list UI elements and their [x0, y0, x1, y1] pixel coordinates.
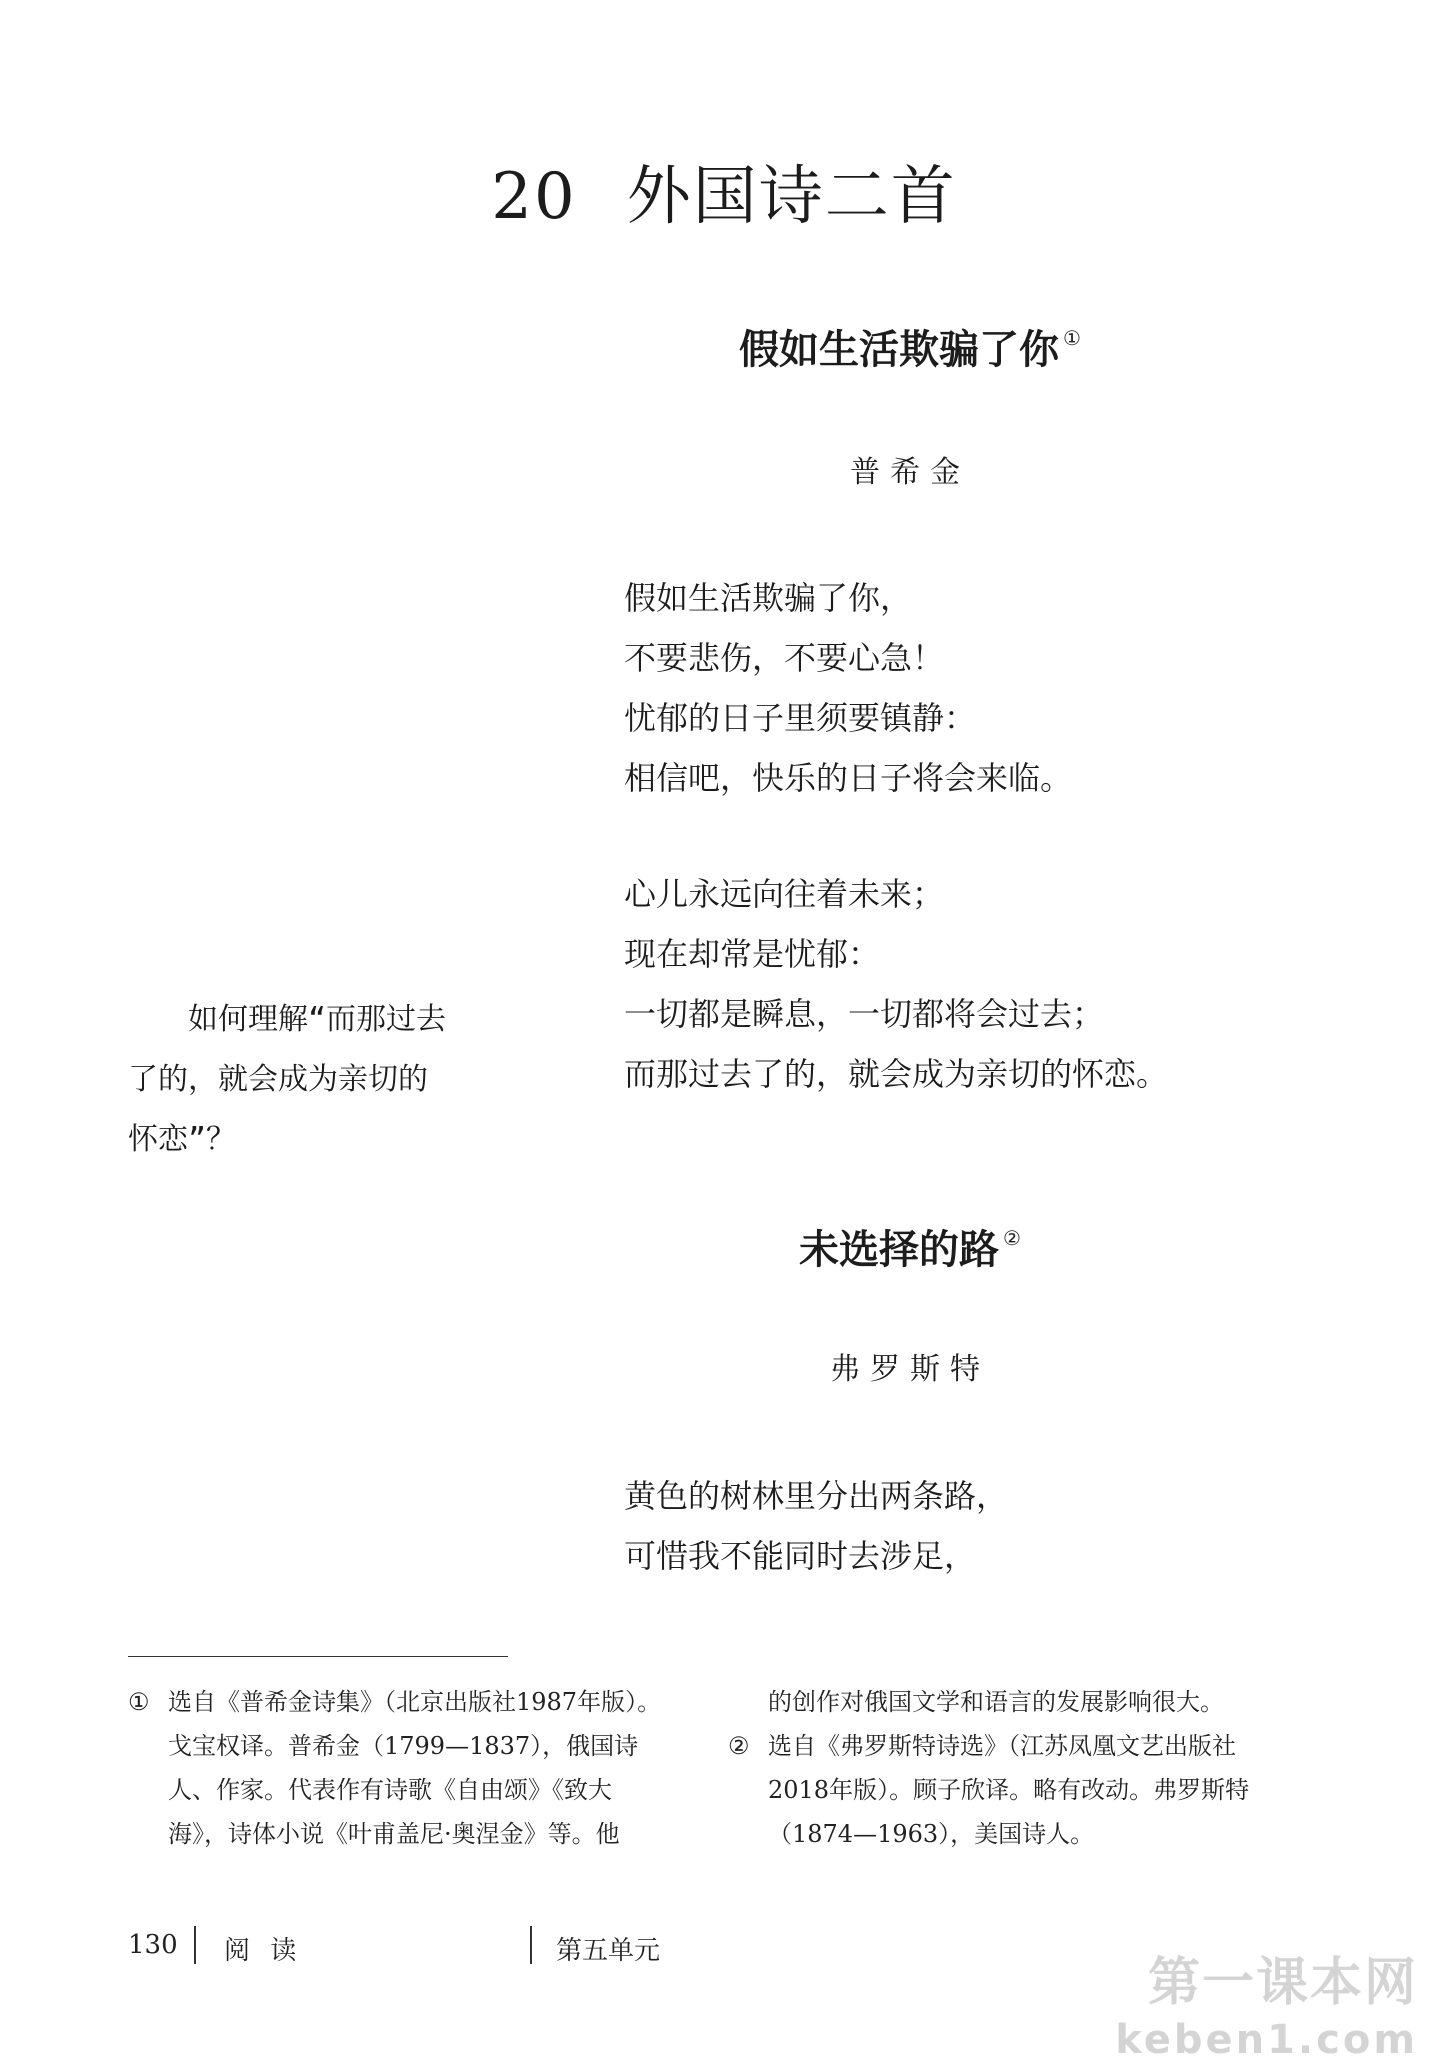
footnote-line: 海》，诗体小说《叶甫盖尼·奥涅金》等。他 [168, 1820, 620, 1848]
poem-line: 心儿永远向往着未来； [624, 875, 945, 913]
footnote-line: 人、作家。代表作有诗歌《自由颂》《致大 [168, 1776, 612, 1804]
lesson-title-text: 外国诗二首 [626, 160, 957, 234]
footnote-divider [128, 1656, 508, 1657]
footer-section: 阅 读 [224, 1936, 303, 1966]
poem-line: 现在却常是忧郁： [624, 935, 881, 973]
footer-divider-right [530, 1926, 532, 1964]
footnote-line: 选自《弗罗斯特诗选》（江苏凤凰文艺出版社 [768, 1732, 1236, 1760]
page-number: 130 [128, 1930, 178, 1960]
poem-line: 黄色的树林里分出两条路， [624, 1477, 1009, 1515]
poem1-author: 普希金 [850, 455, 970, 490]
poem-line: 相信吧，快乐的日子将会来临。 [624, 759, 1073, 797]
poem-line: 可惜我不能同时去涉足， [624, 1537, 977, 1575]
side-note-question: 如何理解“而那过去了的，就会成为亲切的怀恋”？ [128, 1002, 447, 1157]
poem2-title-text: 未选择的路 [799, 1226, 1000, 1273]
poem-line: 假如生活欺骗了你， [624, 579, 913, 617]
watermark-line2: keben1.com [1115, 2017, 1418, 2063]
footnote-line: 选自《普希金诗集》（北京出版社1987年版）。 [168, 1688, 662, 1716]
poem-line: 而那过去了的，就会成为亲切的怀恋。 [624, 1055, 1169, 1093]
footnote-1 [128, 1680, 688, 1856]
footnotes-left [128, 1680, 688, 1856]
poem2-author: 弗罗斯特 [830, 1352, 990, 1387]
poem1-title-text: 假如生活欺骗了你 [739, 326, 1060, 373]
poem-line: 一切都是瞬息，一切都将会过去； [624, 995, 1105, 1033]
footer-divider-left [194, 1926, 196, 1964]
watermark-line1: 第一课本网 [1147, 1953, 1418, 2013]
poem1-footnote-ref: ① [1063, 326, 1081, 350]
poem-line: 不要悲伤，不要心急！ [624, 639, 945, 677]
watermark [1115, 1940, 1418, 2063]
footnote-2 [728, 1724, 1328, 1856]
poem1-stanza-1 [624, 568, 1072, 808]
footer-unit: 第五单元 [556, 1936, 661, 1966]
footnote-line: 2018年版）。顾子欣译。略有改动。弗罗斯特 [768, 1776, 1250, 1804]
lesson-number: 20 [491, 160, 577, 234]
poem2-stanza-1 [624, 1466, 1008, 1586]
poem1-title [700, 318, 1120, 375]
footnote-1-continuation: 的创作对俄国文学和语言的发展影响很大。 [768, 1688, 1224, 1716]
footnote-1-mark: ① [128, 1688, 150, 1716]
footnotes-right [728, 1680, 1328, 1856]
poem-line: 忧郁的日子里须要镇静： [624, 699, 977, 737]
footnote-line: 戈宝权译。普希金（1799—1837），俄国诗 [168, 1732, 639, 1760]
lesson-title [0, 145, 1448, 237]
footnote-2-mark: ② [728, 1732, 750, 1760]
poem2-title [760, 1218, 1060, 1275]
poem1-stanza-2 [624, 864, 1168, 1104]
footnote-line: （1874—1963），美国诗人。 [768, 1820, 1095, 1848]
poem2-footnote-ref: ② [1003, 1226, 1021, 1250]
